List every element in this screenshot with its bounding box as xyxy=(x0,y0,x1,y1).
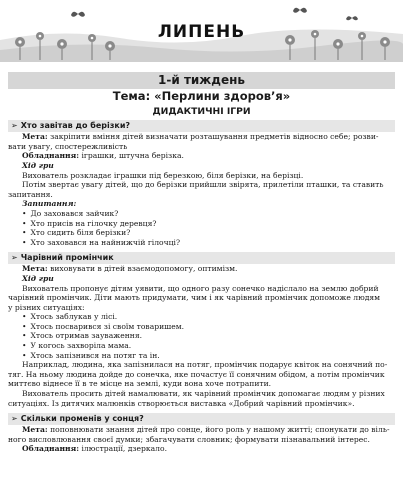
section-heading: ДИДАКТИЧНІ ІГРИ xyxy=(152,105,251,117)
equipment-line xyxy=(8,151,395,161)
course-label: Хід гри xyxy=(22,160,54,170)
course-line: Потім звертає увагу дітей, що до берізки прийшли звірята, прилетіли пташки, та ставить xyxy=(22,180,384,190)
questions-label: Запитання: xyxy=(22,199,77,209)
example-line: Наприклад, людина, яка запізнилася на потяг, промінчик подарує квіток на сонячний по- xyxy=(22,360,388,370)
course-line: Вихователь пропонує дітям уявити, що одного разу сонечко надіслало на землю добрий xyxy=(22,283,379,293)
course-line: запитання. xyxy=(8,189,53,199)
list-item: • У когось захворіла мама. xyxy=(22,341,395,351)
list-item: • Хтось посварився зі своїм товаришем. xyxy=(22,322,395,332)
questions-list xyxy=(8,209,395,247)
equipment-label: Обладнання: xyxy=(22,444,80,454)
week-heading: 1-й тиждень xyxy=(8,72,395,89)
equipment-line xyxy=(8,444,395,454)
list-item: • Хто заховався на найнижчій гілочці? xyxy=(22,238,395,248)
month-title: ЛИПЕНЬ xyxy=(157,22,246,42)
list-item: • Хто присів на гілочку деревця? xyxy=(22,219,395,229)
game-title xyxy=(8,413,395,425)
course-line: чарівний промінчик. Діти мають придумати, чим і як чарівний промінчик допоможе людям xyxy=(8,293,381,303)
game-title-text: Скільки променів у сонця? xyxy=(20,414,144,424)
ending-line: ситуаціях. Із дитячих малюнків створюється виставка «Добрий чарівний промінчик». xyxy=(8,398,355,408)
list-item: • Хтось заблукав у лісі. xyxy=(22,312,395,322)
course-line: Вихователь розкладає іграшки під березкою, біля берізки, на берізці. xyxy=(22,170,304,180)
game-title xyxy=(8,120,395,132)
arrow-icon: ➢ xyxy=(11,121,18,131)
course-label: Хід гри xyxy=(22,273,54,283)
game-title-text: Хто завітав до берізки? xyxy=(20,121,131,131)
example-line: тяг. На ньому людина дойде до сонечка, яке почастує її сонячним обідом, а потім промінчик xyxy=(8,369,385,379)
goal-text: закріпити вміння дітей визначати розташування предметів відносно себе; розви- xyxy=(50,132,379,142)
goal-line xyxy=(8,132,395,142)
goal-line xyxy=(8,425,395,435)
goal-line: вати увагу, спостережливість xyxy=(8,141,128,151)
arrow-icon: ➢ xyxy=(11,253,18,263)
equipment-label: Обладнання: xyxy=(22,151,80,161)
equipment-text: ілюстрації, дзеркало. xyxy=(81,444,167,454)
goal-label: Мета: xyxy=(22,425,48,435)
goal-line: ного висловлювання своєї думки; збагачувати словник; формувати пізнавальний інтерес. xyxy=(8,434,370,444)
goal-text: поповнювати знання дітей про сонце, його роль у нашому житті; спонукати до віль- xyxy=(50,425,390,435)
goal-text: виховувати в дітей взаємодопомогу, оптимізм. xyxy=(50,264,238,274)
list-item: • Хтось отримав зауваження. xyxy=(22,331,395,341)
goal-label: Мета: xyxy=(22,264,48,274)
game-title-text: Чарівний промінчик xyxy=(20,253,114,263)
goal-line xyxy=(8,264,395,274)
course-line: у різних ситуаціях: xyxy=(8,302,85,312)
list-item: • До заховався зайчик? xyxy=(22,209,395,219)
equipment-text: іграшки, штучна берізка. xyxy=(81,151,184,161)
ending-line: Вихователь просить дітей намалювати, як чарівний промінчик допомагає людям у різних xyxy=(22,389,385,399)
list-item: • Хтось запізнився на потяг та ін. xyxy=(22,351,395,361)
theme-heading: Тема: «Перлини здоров’я» xyxy=(112,89,291,103)
arrow-icon: ➢ xyxy=(11,414,18,424)
game-title xyxy=(8,252,395,264)
example-line: миттєво віднесе її в те місце на землі, куди вона хоче потрапити. xyxy=(8,379,272,389)
goal-label: Мета: xyxy=(22,132,48,142)
content xyxy=(8,72,395,454)
situations-list xyxy=(8,312,395,360)
list-item: • Хто сидить біля берізки? xyxy=(22,228,395,238)
